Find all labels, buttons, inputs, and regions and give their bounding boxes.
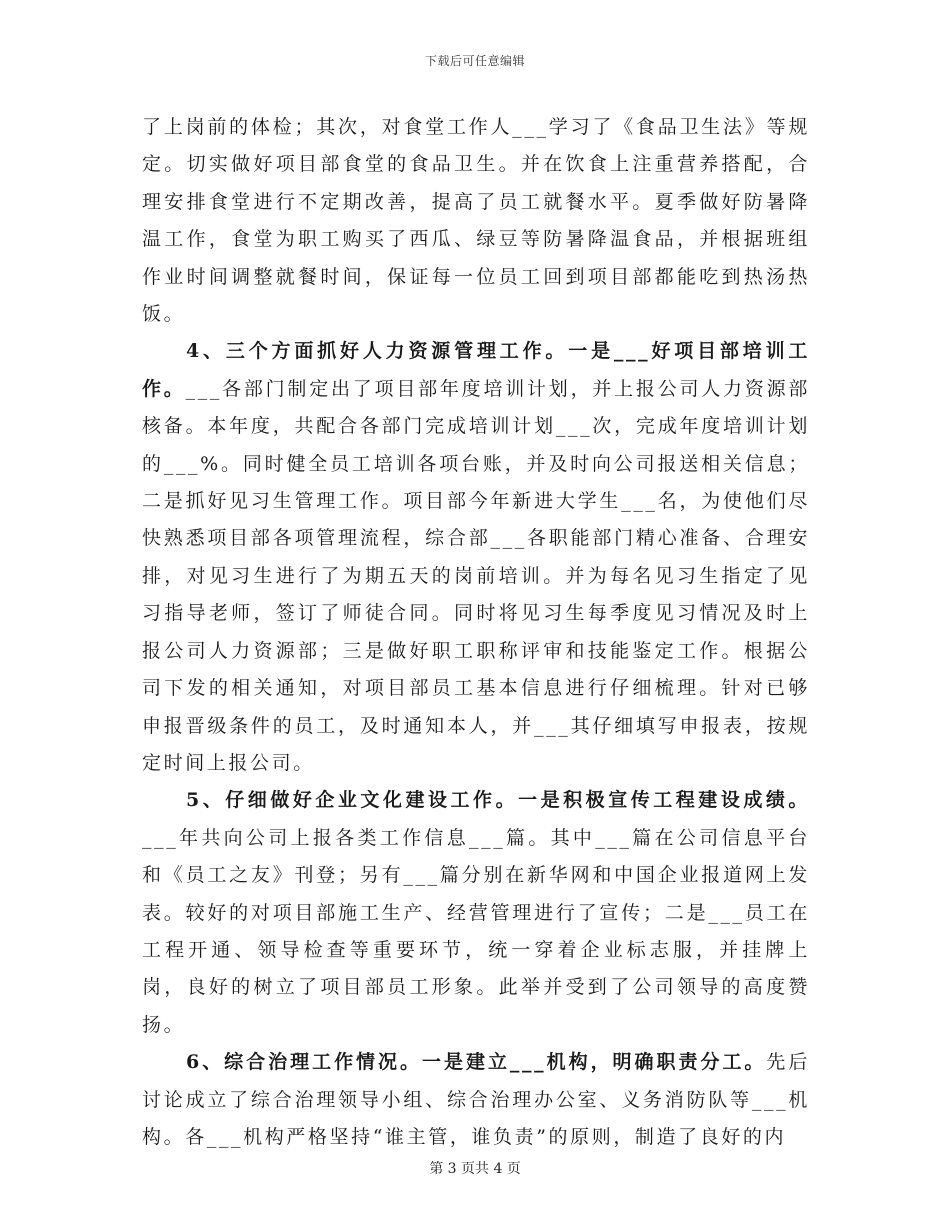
- paragraph-text: 了上岗前的体检；其次，对食堂工作人___学习了《食品卫生法》等规定。切实做好项目部食堂的食品卫生。并在饮食上注重营养搭配，合理安排食堂进行不定期改善，提高了员工就餐水平。夏季做好防暑降温工作，食堂为职工购买了西瓜、绿豆等防暑降温食品，并根据班组作业时间调整就餐时间，保证每一位员工回到项目部都能吃到热汤热饭。: [142, 116, 810, 326]
- paragraph-heading: 6、综合治理工作情况。一是建立___机构，明确职责分工。: [186, 1051, 767, 1074]
- paragraph-corporate-culture: [142, 782, 810, 1044]
- paragraph-comprehensive-governance: [142, 1044, 810, 1156]
- page-number-footer: 第 3 页共 4 页: [429, 1161, 521, 1177]
- paragraph-text: ___各部门制定出了项目部年度培训计划，并上报公司人力资源部核备。本年度，共配合各部门完成培训计划___次，完成年度培训计划的___%。同时健全员工培训各项台账，并及时向公司报送相关信息；二是抓好见习生管理工作。项目部今年新进大学生___名，为使他们尽快熟悉项目部各项管理流程，综合部___各职能部门精心准备、合理安排，对见习生进行了为期五天的岗前培训。并为每名见习生指定了见习指导老师，签订了师徒合同。同时将见习生每季度见习情况及时上报公司人力资源部；三是做好职工职称评审和技能鉴定工作。根据公司下发的相关通知，对项目部员工基本信息进行仔细梳理。针对已够申报晋级条件的员工，及时通知本人，并___其仔细填写申报表，按规定时间上报公司。: [142, 377, 810, 774]
- page-header: 下载后可任意编辑: [424, 54, 525, 68]
- paragraph-text: 先后讨论成立了综合治理领导小组、综合治理办公室、义务消防队等___机构。各___机构严格坚持“谁主管，谁负责”的原则，制造了良好的内: [142, 1051, 811, 1148]
- paragraph-hr-management: [142, 333, 810, 782]
- document-body: [142, 109, 810, 1156]
- paragraph-continued: [142, 109, 810, 333]
- paragraph-text: ___年共向公司上报各类工作信息___篇。其中___篇在公司信息平台和《员工之友》刊登；另有___篇分别在新华网和中国企业报道网上发表。较好的对项目部施工生产、经营管理进行了宣传；二是___员工在工程开通、领导检查等重要环节，统一穿着企业标志服，并挂牌上岗，良好的树立了项目部员工形象。此举并受到了公司领导的高度赞扬。: [142, 826, 810, 1036]
- paragraph-heading: 4、三个方面抓好人力资源管理工作。一是___好项目部培训工作。: [142, 340, 810, 400]
- paragraph-heading: 5、仔细做好企业文化建设工作。一是积极宣传工程建设成绩。: [186, 789, 810, 812]
